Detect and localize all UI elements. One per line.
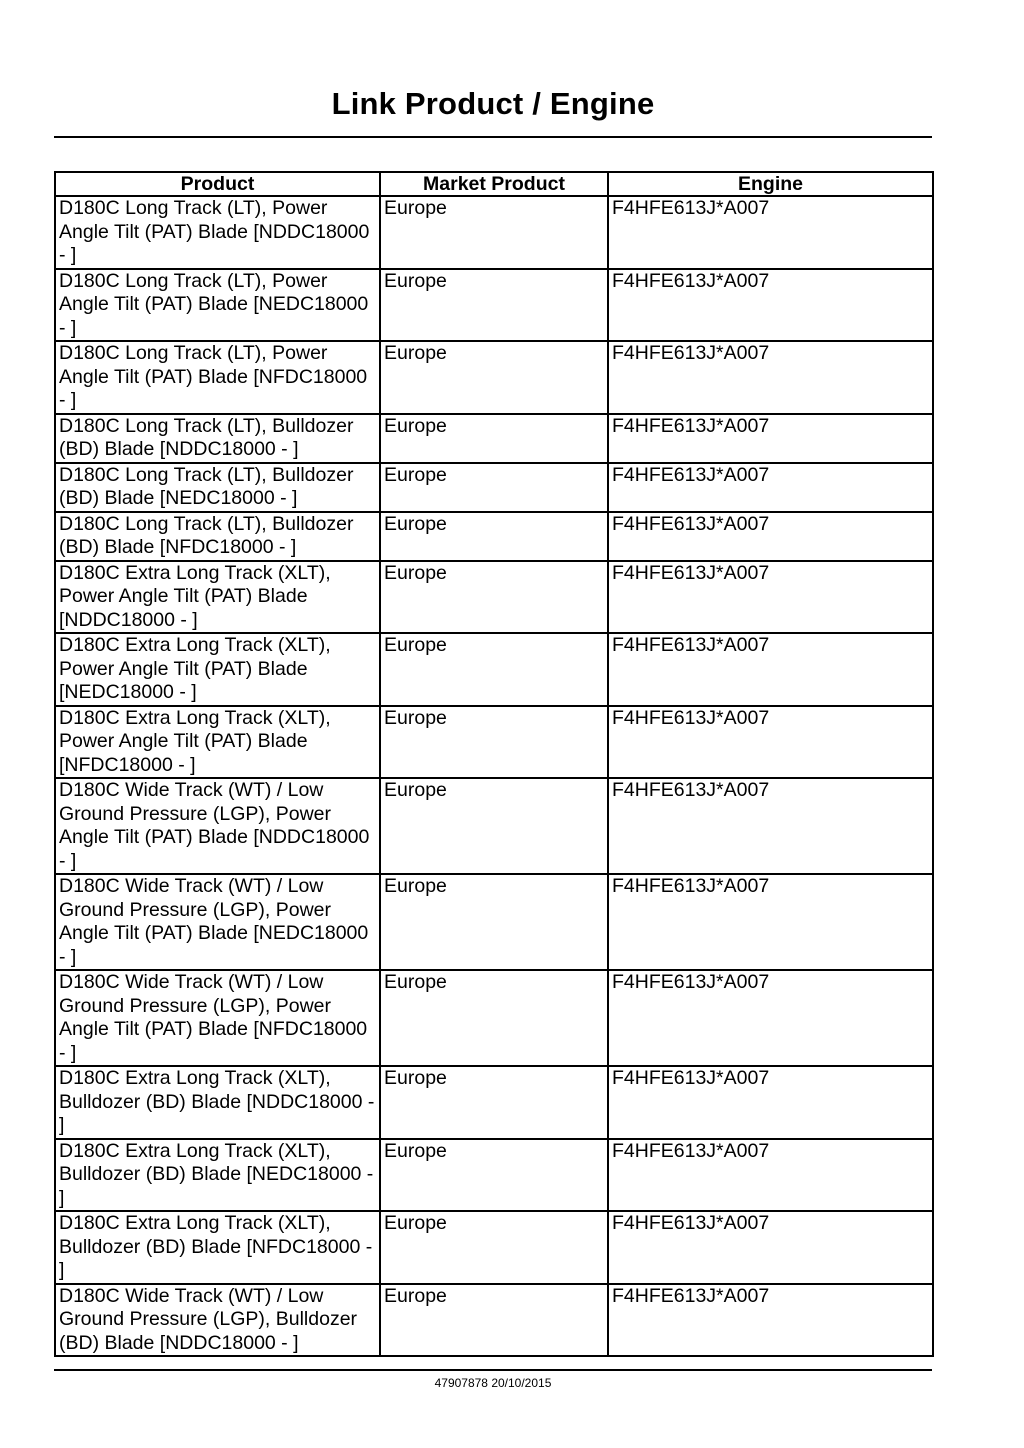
table-row [55,463,933,512]
market-cell: Europe [380,1139,608,1212]
market-cell: Europe [380,414,608,463]
product-cell: D180C Wide Track (WT) / Low Ground Pressure (LGP), Power Angle Tilt (PAT) Blade [NFDC18000 - ] [55,970,380,1066]
product-cell: D180C Extra Long Track (XLT), Power Angle Tilt (PAT) Blade [NEDC18000 - ] [55,633,380,706]
table-row [55,196,933,269]
table-row [55,633,933,706]
title-divider [54,136,932,138]
engine-cell: F4HFE613J*A007 [608,633,933,706]
product-cell: D180C Extra Long Track (XLT), Bulldozer (BD) Blade [NDDC18000 - ] [55,1066,380,1139]
table-row [55,414,933,463]
engine-cell: F4HFE613J*A007 [608,561,933,634]
product-cell: D180C Extra Long Track (XLT), Bulldozer (BD) Blade [NFDC18000 - ] [55,1211,380,1284]
link-product-engine-table [54,171,934,1357]
market-cell: Europe [380,1284,608,1357]
market-cell: Europe [380,1066,608,1139]
market-cell: Europe [380,196,608,269]
column-header-market-product: Market Product [380,172,608,196]
engine-cell: F4HFE613J*A007 [608,269,933,342]
table-row [55,706,933,779]
market-cell: Europe [380,341,608,414]
product-cell: D180C Extra Long Track (XLT), Power Angle Tilt (PAT) Blade [NFDC18000 - ] [55,706,380,779]
table-row [55,778,933,874]
engine-cell: F4HFE613J*A007 [608,1211,933,1284]
market-cell: Europe [380,463,608,512]
table-row [55,512,933,561]
engine-cell: F4HFE613J*A007 [608,1066,933,1139]
product-cell: D180C Wide Track (WT) / Low Ground Pressure (LGP), Power Angle Tilt (PAT) Blade [NEDC18000 - ] [55,874,380,970]
product-cell: D180C Long Track (LT), Bulldozer (BD) Blade [NFDC18000 - ] [55,512,380,561]
table-row [55,561,933,634]
engine-cell: F4HFE613J*A007 [608,196,933,269]
market-cell: Europe [380,1211,608,1284]
table-row [55,1284,933,1357]
product-cell: D180C Long Track (LT), Power Angle Tilt (PAT) Blade [NFDC18000 - ] [55,341,380,414]
footer-document-id: 47907878 20/10/2015 [434,1376,552,1390]
page-title: Link Product / Engine [331,86,655,121]
market-cell: Europe [380,970,608,1066]
table-row [55,970,933,1066]
market-cell: Europe [380,778,608,874]
engine-cell: F4HFE613J*A007 [608,1284,933,1357]
column-header-engine: Engine [608,172,933,196]
engine-cell: F4HFE613J*A007 [608,414,933,463]
table-row [55,269,933,342]
market-cell: Europe [380,874,608,970]
engine-cell: F4HFE613J*A007 [608,874,933,970]
table-row [55,1139,933,1212]
product-cell: D180C Extra Long Track (XLT), Bulldozer (BD) Blade [NEDC18000 - ] [55,1139,380,1212]
engine-cell: F4HFE613J*A007 [608,341,933,414]
product-cell: D180C Wide Track (WT) / Low Ground Pressure (LGP), Bulldozer (BD) Blade [NDDC18000 - ] [55,1284,380,1357]
engine-cell: F4HFE613J*A007 [608,463,933,512]
product-cell: D180C Long Track (LT), Bulldozer (BD) Blade [NEDC18000 - ] [55,463,380,512]
table-row [55,1066,933,1139]
product-cell: D180C Long Track (LT), Power Angle Tilt (PAT) Blade [NEDC18000 - ] [55,269,380,342]
market-cell: Europe [380,512,608,561]
table-row [55,874,933,970]
market-cell: Europe [380,269,608,342]
column-header-product: Product [55,172,380,196]
market-cell: Europe [380,633,608,706]
engine-cell: F4HFE613J*A007 [608,706,933,779]
product-cell: D180C Long Track (LT), Power Angle Tilt (PAT) Blade [NDDC18000 - ] [55,196,380,269]
product-cell: D180C Extra Long Track (XLT), Power Angle Tilt (PAT) Blade [NDDC18000 - ] [55,561,380,634]
market-cell: Europe [380,561,608,634]
footer-divider [54,1369,932,1371]
market-cell: Europe [380,706,608,779]
table-header-row [55,172,933,196]
engine-cell: F4HFE613J*A007 [608,778,933,874]
engine-cell: F4HFE613J*A007 [608,970,933,1066]
product-cell: D180C Long Track (LT), Bulldozer (BD) Blade [NDDC18000 - ] [55,414,380,463]
product-cell: D180C Wide Track (WT) / Low Ground Pressure (LGP), Power Angle Tilt (PAT) Blade [NDDC18000 - ] [55,778,380,874]
engine-cell: F4HFE613J*A007 [608,512,933,561]
engine-cell: F4HFE613J*A007 [608,1139,933,1212]
table-row [55,341,933,414]
table-row [55,1211,933,1284]
